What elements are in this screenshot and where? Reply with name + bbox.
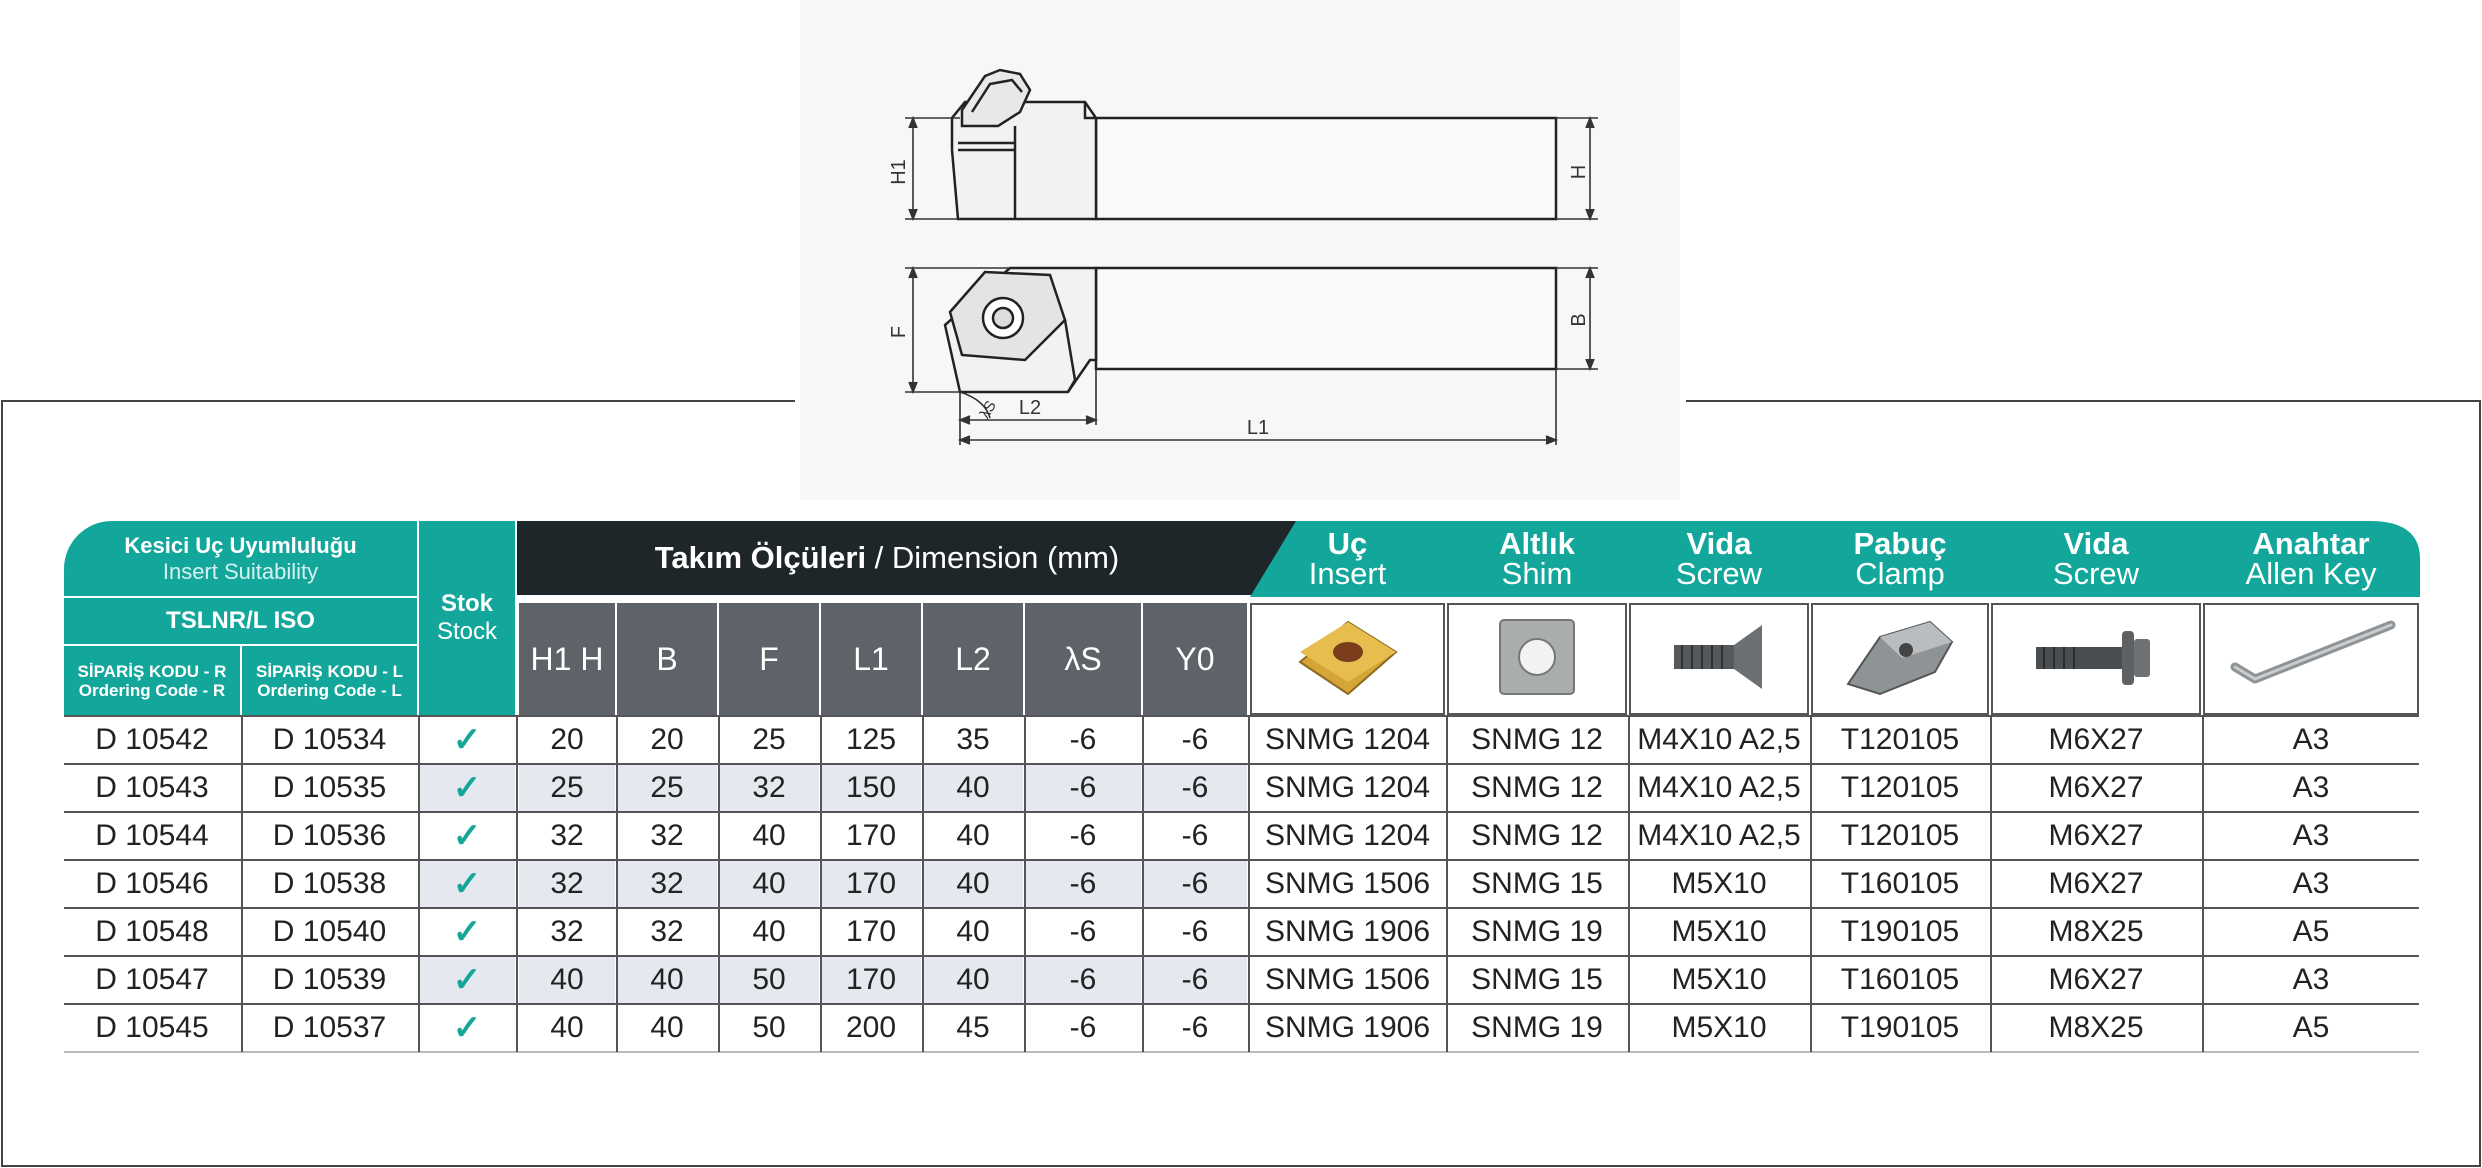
table-cell: D 10534	[272, 723, 387, 756]
stock-check-icon: ✓	[452, 1009, 482, 1047]
series-header	[64, 598, 417, 644]
order-code-l-subtitle: Ordering Code - L	[257, 680, 402, 700]
part-image-cell	[1250, 603, 1445, 715]
part-image-cell	[1447, 603, 1627, 715]
table-cell: A3	[2292, 723, 2330, 756]
table-cell: 32	[617, 860, 717, 908]
dim-column-header: H1 H	[519, 603, 615, 715]
part-header-subtitle: Allen Key	[2245, 556, 2377, 591]
part-header-title: Altlık	[1499, 526, 1575, 561]
table-cell: T120105	[1840, 771, 1960, 804]
table-cell: 40	[650, 1011, 684, 1044]
table-cell: 125	[845, 723, 897, 756]
column-divider	[418, 716, 420, 1052]
table-cell: 32	[650, 819, 684, 852]
table-cell: SNMG 19	[1471, 915, 1603, 948]
shim-icon	[1492, 612, 1582, 707]
table-cell: 40	[956, 819, 990, 852]
table-cell: D 10536	[272, 819, 387, 852]
part-header-subtitle: Insert	[1308, 556, 1387, 591]
table-cell: SNMG 1204	[1264, 771, 1431, 804]
table-cell: -6	[1069, 723, 1097, 756]
label-h1: H1	[888, 159, 910, 185]
label-l2: L2	[1018, 397, 1042, 419]
dimension-title: Takım Ölçüleri	[654, 540, 867, 575]
column-divider	[241, 716, 243, 1052]
part-header-subtitle: Screw	[2052, 556, 2140, 591]
table-cell: M5X10	[1671, 915, 1767, 948]
table-cell: T190105	[1840, 915, 1960, 948]
column-divider	[1024, 716, 1026, 1052]
table-cell: 32	[719, 764, 819, 812]
dim-column-header: L1	[821, 603, 921, 715]
column-divider	[820, 716, 822, 1052]
table-cell: 170	[821, 860, 921, 908]
insert-suitability-title: Kesici Uç Uyumluluğu	[124, 532, 357, 558]
table-cell: 32	[519, 860, 615, 908]
dimension-header	[517, 521, 1257, 595]
dimension-separator: /	[866, 540, 892, 575]
table-cell: SNMG 15	[1471, 963, 1603, 996]
table-cell: 40	[719, 860, 819, 908]
order-code-l-header	[242, 646, 417, 715]
table-cell: -6	[1143, 764, 1247, 812]
table-cell: SNMG 1204	[1264, 723, 1431, 756]
column-divider	[1446, 716, 1448, 1052]
dimension-subtitle: Dimension (mm)	[891, 540, 1120, 575]
table-cell: 25	[617, 764, 717, 812]
table-cell: M5X10	[1671, 867, 1767, 900]
table-cell: 40	[923, 860, 1023, 908]
table-cell: A3	[2292, 819, 2330, 852]
insert-suitability-subtitle: Insert Suitability	[162, 558, 319, 584]
table-cell: SNMG 1204	[1264, 819, 1431, 852]
label-f: F	[888, 325, 910, 339]
stock-check-icon: ✓	[452, 721, 482, 759]
part-image-cell	[1991, 603, 2201, 715]
stock-subtitle: Stock	[436, 618, 498, 645]
tool-holder-drawing	[800, 0, 1680, 500]
table-cell: T160105	[1840, 963, 1960, 996]
table-cell: D 10548	[95, 915, 209, 948]
table-cell: 200	[845, 1011, 897, 1044]
column-divider	[718, 716, 720, 1052]
table-cell: D 10546	[95, 867, 209, 900]
label-l1: L1	[1246, 417, 1270, 439]
table-cell: M4X10 A2,5	[1637, 723, 1801, 756]
table-cell: A5	[2292, 1011, 2330, 1044]
column-divider	[616, 716, 618, 1052]
part-header-title: Vida	[1686, 526, 1752, 561]
table-cell: D 10547	[95, 963, 209, 996]
table-cell: SNMG 12	[1471, 771, 1603, 804]
insert-icon	[1288, 612, 1408, 707]
part-column-header	[2203, 523, 2419, 595]
series-label: TSLNR/L ISO	[166, 607, 315, 634]
part-column-header	[1447, 523, 1627, 595]
table-cell: -6	[1181, 1011, 1209, 1044]
table-cell: -6	[1025, 764, 1141, 812]
table-cell: A3	[2292, 867, 2330, 900]
table-cell: SNMG 1506	[1264, 963, 1431, 996]
table-cell: 25	[752, 723, 786, 756]
table-cell: M8X25	[2048, 1011, 2144, 1044]
clamp-icon	[1840, 612, 1960, 707]
table-cell: 32	[650, 915, 684, 948]
part-header-title: Anahtar	[2252, 526, 2370, 561]
stock-check-icon: ✓	[419, 764, 515, 812]
table-cell: D 10538	[272, 867, 387, 900]
table-cell: -6	[1069, 819, 1097, 852]
table-cell: M6X27	[2048, 819, 2144, 852]
table-cell: -6	[1069, 1011, 1097, 1044]
table-cell: 40	[923, 764, 1023, 812]
stock-check-icon: ✓	[452, 913, 482, 951]
table-cell: 40	[956, 915, 990, 948]
table-cell: 45	[956, 1011, 990, 1044]
part-column-header	[1991, 523, 2201, 595]
column-divider	[2202, 716, 2204, 1052]
clamp-screw-icon	[2026, 617, 2166, 702]
table-cell: SNMG 12	[1471, 723, 1603, 756]
part-image-cell	[1629, 603, 1809, 715]
dim-column-header: L2	[923, 603, 1023, 715]
table-cell: D 10537	[272, 1011, 387, 1044]
table-cell: 40	[519, 956, 615, 1004]
part-column-header	[1250, 523, 1445, 595]
table-cell: M5X10	[1671, 1011, 1767, 1044]
part-header-subtitle: Screw	[1675, 556, 1763, 591]
stock-title: Stok	[440, 590, 493, 617]
top-view	[945, 268, 1556, 392]
column-divider	[1990, 716, 1992, 1052]
table-cell: SNMG 12	[1471, 819, 1603, 852]
table-cell: -6	[1181, 915, 1209, 948]
table-cell: 40	[752, 915, 786, 948]
table-cell: T190105	[1840, 1011, 1960, 1044]
stock-check-icon: ✓	[419, 860, 515, 908]
table-cell: 170	[845, 915, 897, 948]
table-cell: 40	[617, 956, 717, 1004]
table-cell: -6	[1143, 860, 1247, 908]
column-divider	[1248, 716, 1250, 1052]
table-cell: 40	[752, 819, 786, 852]
column-divider	[922, 716, 924, 1052]
label-b: B	[1568, 313, 1590, 327]
part-header-subtitle: Shim	[1501, 556, 1573, 591]
table-cell: M6X27	[2048, 723, 2144, 756]
table-cell: D 10545	[95, 1011, 209, 1044]
allen-key-icon	[2221, 617, 2401, 702]
table-cell: D 10542	[95, 723, 209, 756]
dim-column-header: λS	[1025, 603, 1141, 715]
table-cell: 170	[821, 956, 921, 1004]
table-cell: M6X27	[2048, 867, 2144, 900]
table-cell: SNMG 19	[1471, 1011, 1603, 1044]
table-cell: T120105	[1840, 819, 1960, 852]
table-cell: SNMG 1906	[1264, 915, 1431, 948]
label-h: H	[1568, 164, 1590, 180]
stock-header	[419, 521, 515, 715]
countersunk-screw-icon	[1664, 617, 1774, 702]
dim-column-header: F	[719, 603, 819, 715]
order-code-r-subtitle: Ordering Code - R	[78, 680, 226, 700]
label-angle: λS	[976, 397, 1000, 422]
column-divider	[1142, 716, 1144, 1052]
table-cell: D 10543	[95, 771, 209, 804]
table-cell: T120105	[1840, 723, 1960, 756]
side-view	[952, 70, 1556, 219]
table-cell: A5	[2292, 915, 2330, 948]
table-cell: M6X27	[2048, 963, 2144, 996]
table-cell: 50	[719, 956, 819, 1004]
table-cell: -6	[1181, 819, 1209, 852]
table-cell: 20	[550, 723, 584, 756]
stock-check-icon: ✓	[452, 817, 482, 855]
part-column-header	[1629, 523, 1809, 595]
table-cell: 32	[550, 915, 584, 948]
column-divider	[516, 716, 518, 1052]
insert-suitability-header	[64, 521, 417, 596]
part-column-header	[1811, 523, 1989, 595]
order-code-r-header	[64, 646, 240, 715]
table-cell: D 10539	[272, 963, 387, 996]
table-cell: 20	[650, 723, 684, 756]
table-cell: A3	[2292, 771, 2330, 804]
table-cell: -6	[1069, 915, 1097, 948]
table-cell: 32	[550, 819, 584, 852]
table-cell: SNMG 1906	[1264, 1011, 1431, 1044]
table-cell: -6	[1025, 956, 1141, 1004]
table-cell: D 10535	[272, 771, 387, 804]
table-cell: 170	[845, 819, 897, 852]
table-cell: M5X10	[1671, 963, 1767, 996]
table-cell: 25	[519, 764, 615, 812]
table-cell: T160105	[1840, 867, 1960, 900]
table-cell: M4X10 A2,5	[1637, 771, 1801, 804]
stock-check-icon: ✓	[419, 956, 515, 1004]
part-header-title: Pabuç	[1853, 526, 1947, 561]
table-cell: 40	[550, 1011, 584, 1044]
part-image-cell	[2203, 603, 2419, 715]
table-cell: D 10540	[272, 915, 387, 948]
dim-column-header: B	[617, 603, 717, 715]
table-cell: M4X10 A2,5	[1637, 819, 1801, 852]
column-divider	[1810, 716, 1812, 1052]
table-cell: SNMG 15	[1471, 867, 1603, 900]
part-header-title: Uç	[1327, 526, 1368, 561]
column-divider	[1628, 716, 1630, 1052]
order-code-l-title: SİPARİŞ KODU - L	[255, 661, 404, 681]
table-cell: -6	[1181, 723, 1209, 756]
table-cell: A3	[2292, 963, 2330, 996]
dim-column-header: Y0	[1143, 603, 1247, 715]
part-header-subtitle: Clamp	[1855, 556, 1945, 591]
table-cell: -6	[1025, 860, 1141, 908]
table-cell: D 10544	[95, 819, 209, 852]
table-cell: M8X25	[2048, 915, 2144, 948]
order-code-r-title: SİPARİŞ KODU - R	[77, 661, 227, 681]
table-cell: -6	[1143, 956, 1247, 1004]
table-cell: 35	[956, 723, 990, 756]
part-image-cell	[1811, 603, 1989, 715]
table-cell: 50	[752, 1011, 786, 1044]
part-header-title: Vida	[2063, 526, 2129, 561]
table-cell: 40	[923, 956, 1023, 1004]
table-cell: M6X27	[2048, 771, 2144, 804]
table-cell: SNMG 1506	[1264, 867, 1431, 900]
table-cell: 150	[821, 764, 921, 812]
